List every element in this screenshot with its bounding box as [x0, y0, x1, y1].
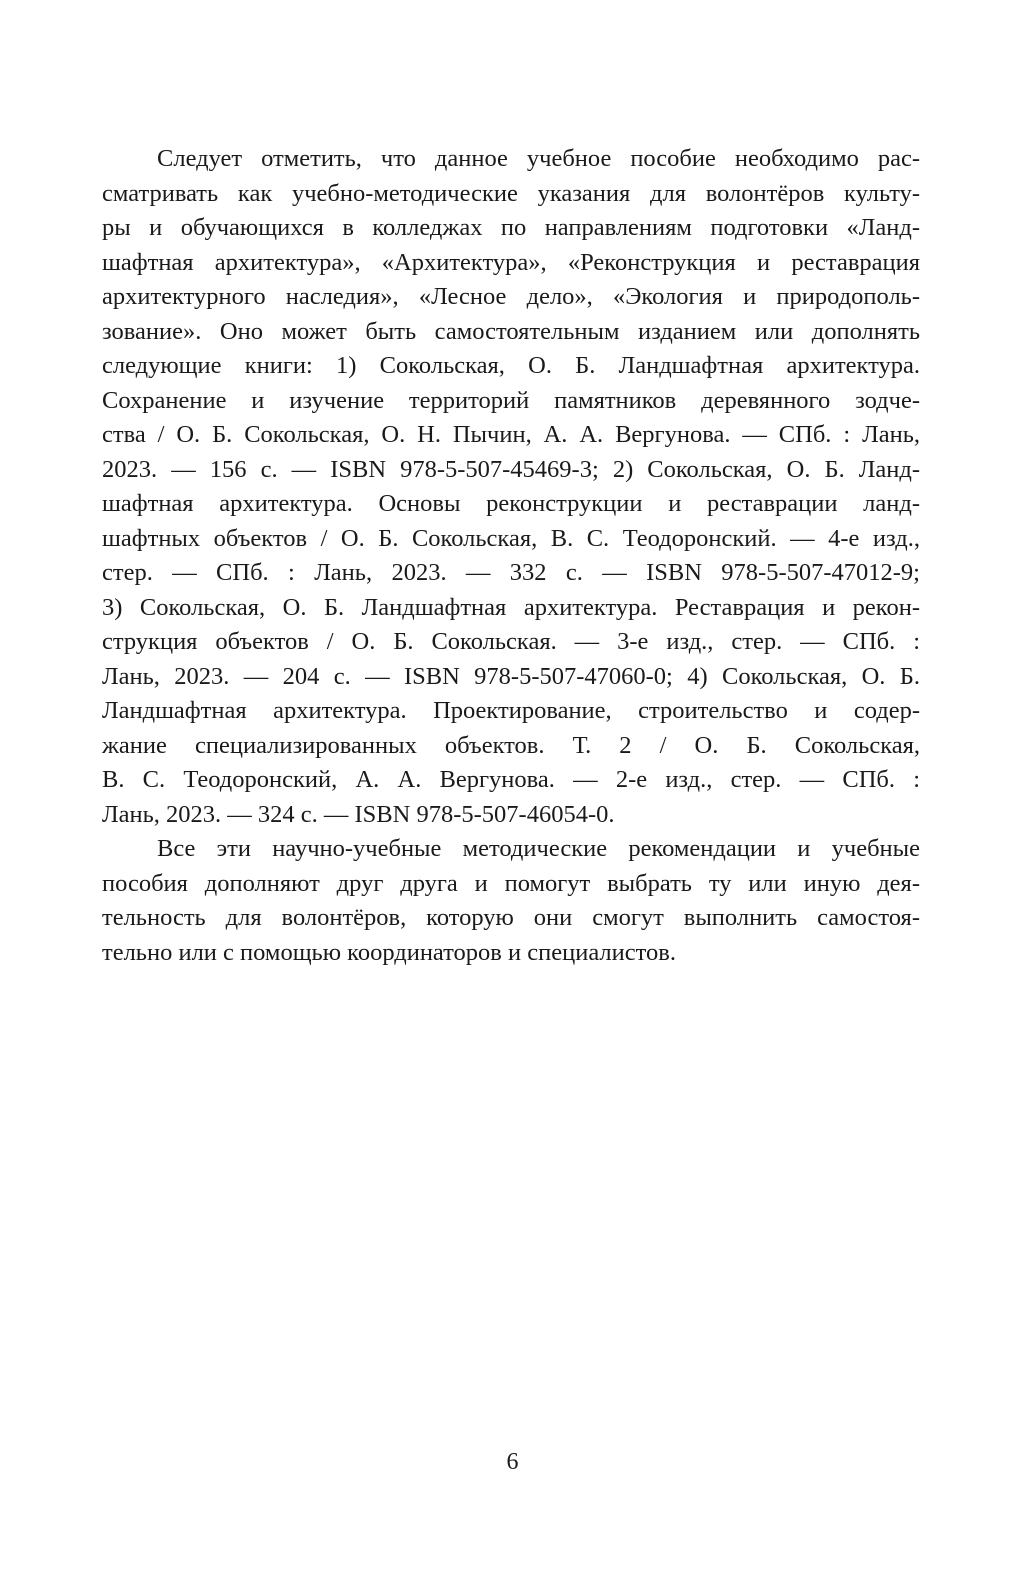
text-line: Сохранение и изучение территорий памятников деревянного зодче-	[102, 386, 920, 414]
text-line: Лань, 2023. — 324 с. — ISBN 978-5-507-46054-0.	[102, 800, 615, 828]
text-line: 3) Сокольская, О. Б. Ландшафтная архитектура. Реставрация и рекон-	[102, 593, 920, 621]
body-text	[102, 142, 920, 970]
page-number: 6	[506, 1449, 519, 1475]
text-line: шафтных объектов / О. Б. Сокольская, В. С. Теодоронский. — 4-е изд.,	[102, 524, 920, 552]
text-line: Ландшафтная архитектура. Проектирование, строительство и содер-	[102, 697, 920, 724]
text-line: шафтная архитектура», «Архитектура», «Реконструкция и реставрация	[102, 248, 920, 276]
paragraph-1	[102, 142, 920, 832]
text-line: стер. — СПб. : Лань, 2023. — 332 с. — ISBN 978-5-507-47012-9;	[102, 559, 920, 586]
text-line: тельность для волонтёров, которую они смогут выполнить самостоя-	[102, 904, 920, 931]
text-line: жание специализированных объектов. Т. 2 / О. Б. Сокольская,	[102, 731, 920, 759]
text-line: тельно или с помощью координаторов и специалистов.	[102, 938, 676, 966]
text-line: сматривать как учебно-методические указания для волонтёров культу-	[102, 179, 920, 207]
text-line: 2023. — 156 с. — ISBN 978-5-507-45469-3; 2) Сокольская, О. Б. Ланд-	[102, 455, 920, 483]
text-line: шафтная архитектура. Основы реконструкции и реставрации ланд-	[102, 490, 920, 517]
text-line: Лань, 2023. — 204 с. — ISBN 978-5-507-47060-0; 4) Сокольская, О. Б.	[102, 662, 920, 690]
text-line: Следует отметить, что данное учебное пособие необходимо рас-	[157, 145, 920, 172]
text-line: В. С. Теодоронский, А. А. Вергунова. — 2-е изд., стер. — СПб. :	[102, 766, 920, 793]
text-line: ры и обучающихся в колледжах по направлениям подготовки «Ланд-	[102, 214, 920, 241]
text-line: следующие книги: 1) Сокольская, О. Б. Ландшафтная архитектура.	[102, 352, 920, 379]
text-line: Все эти научно-учебные методические рекомендации и учебные	[157, 835, 920, 862]
text-line: пособия дополняют друг друга и помогут выбрать ту или иную дея-	[102, 869, 920, 897]
paragraph-2	[102, 832, 920, 970]
text-line: зование». Оно может быть самостоятельным изданием или дополнять	[102, 317, 920, 345]
text-line: ства / О. Б. Сокольская, О. Н. Пычин, А. А. Вергунова. — СПб. : Лань,	[102, 421, 920, 448]
text-line: архитектурного наследия», «Лесное дело», «Экология и природополь-	[102, 283, 920, 310]
text-line: струкция объектов / О. Б. Сокольская. — 3-е изд., стер. — СПб. :	[102, 628, 920, 655]
